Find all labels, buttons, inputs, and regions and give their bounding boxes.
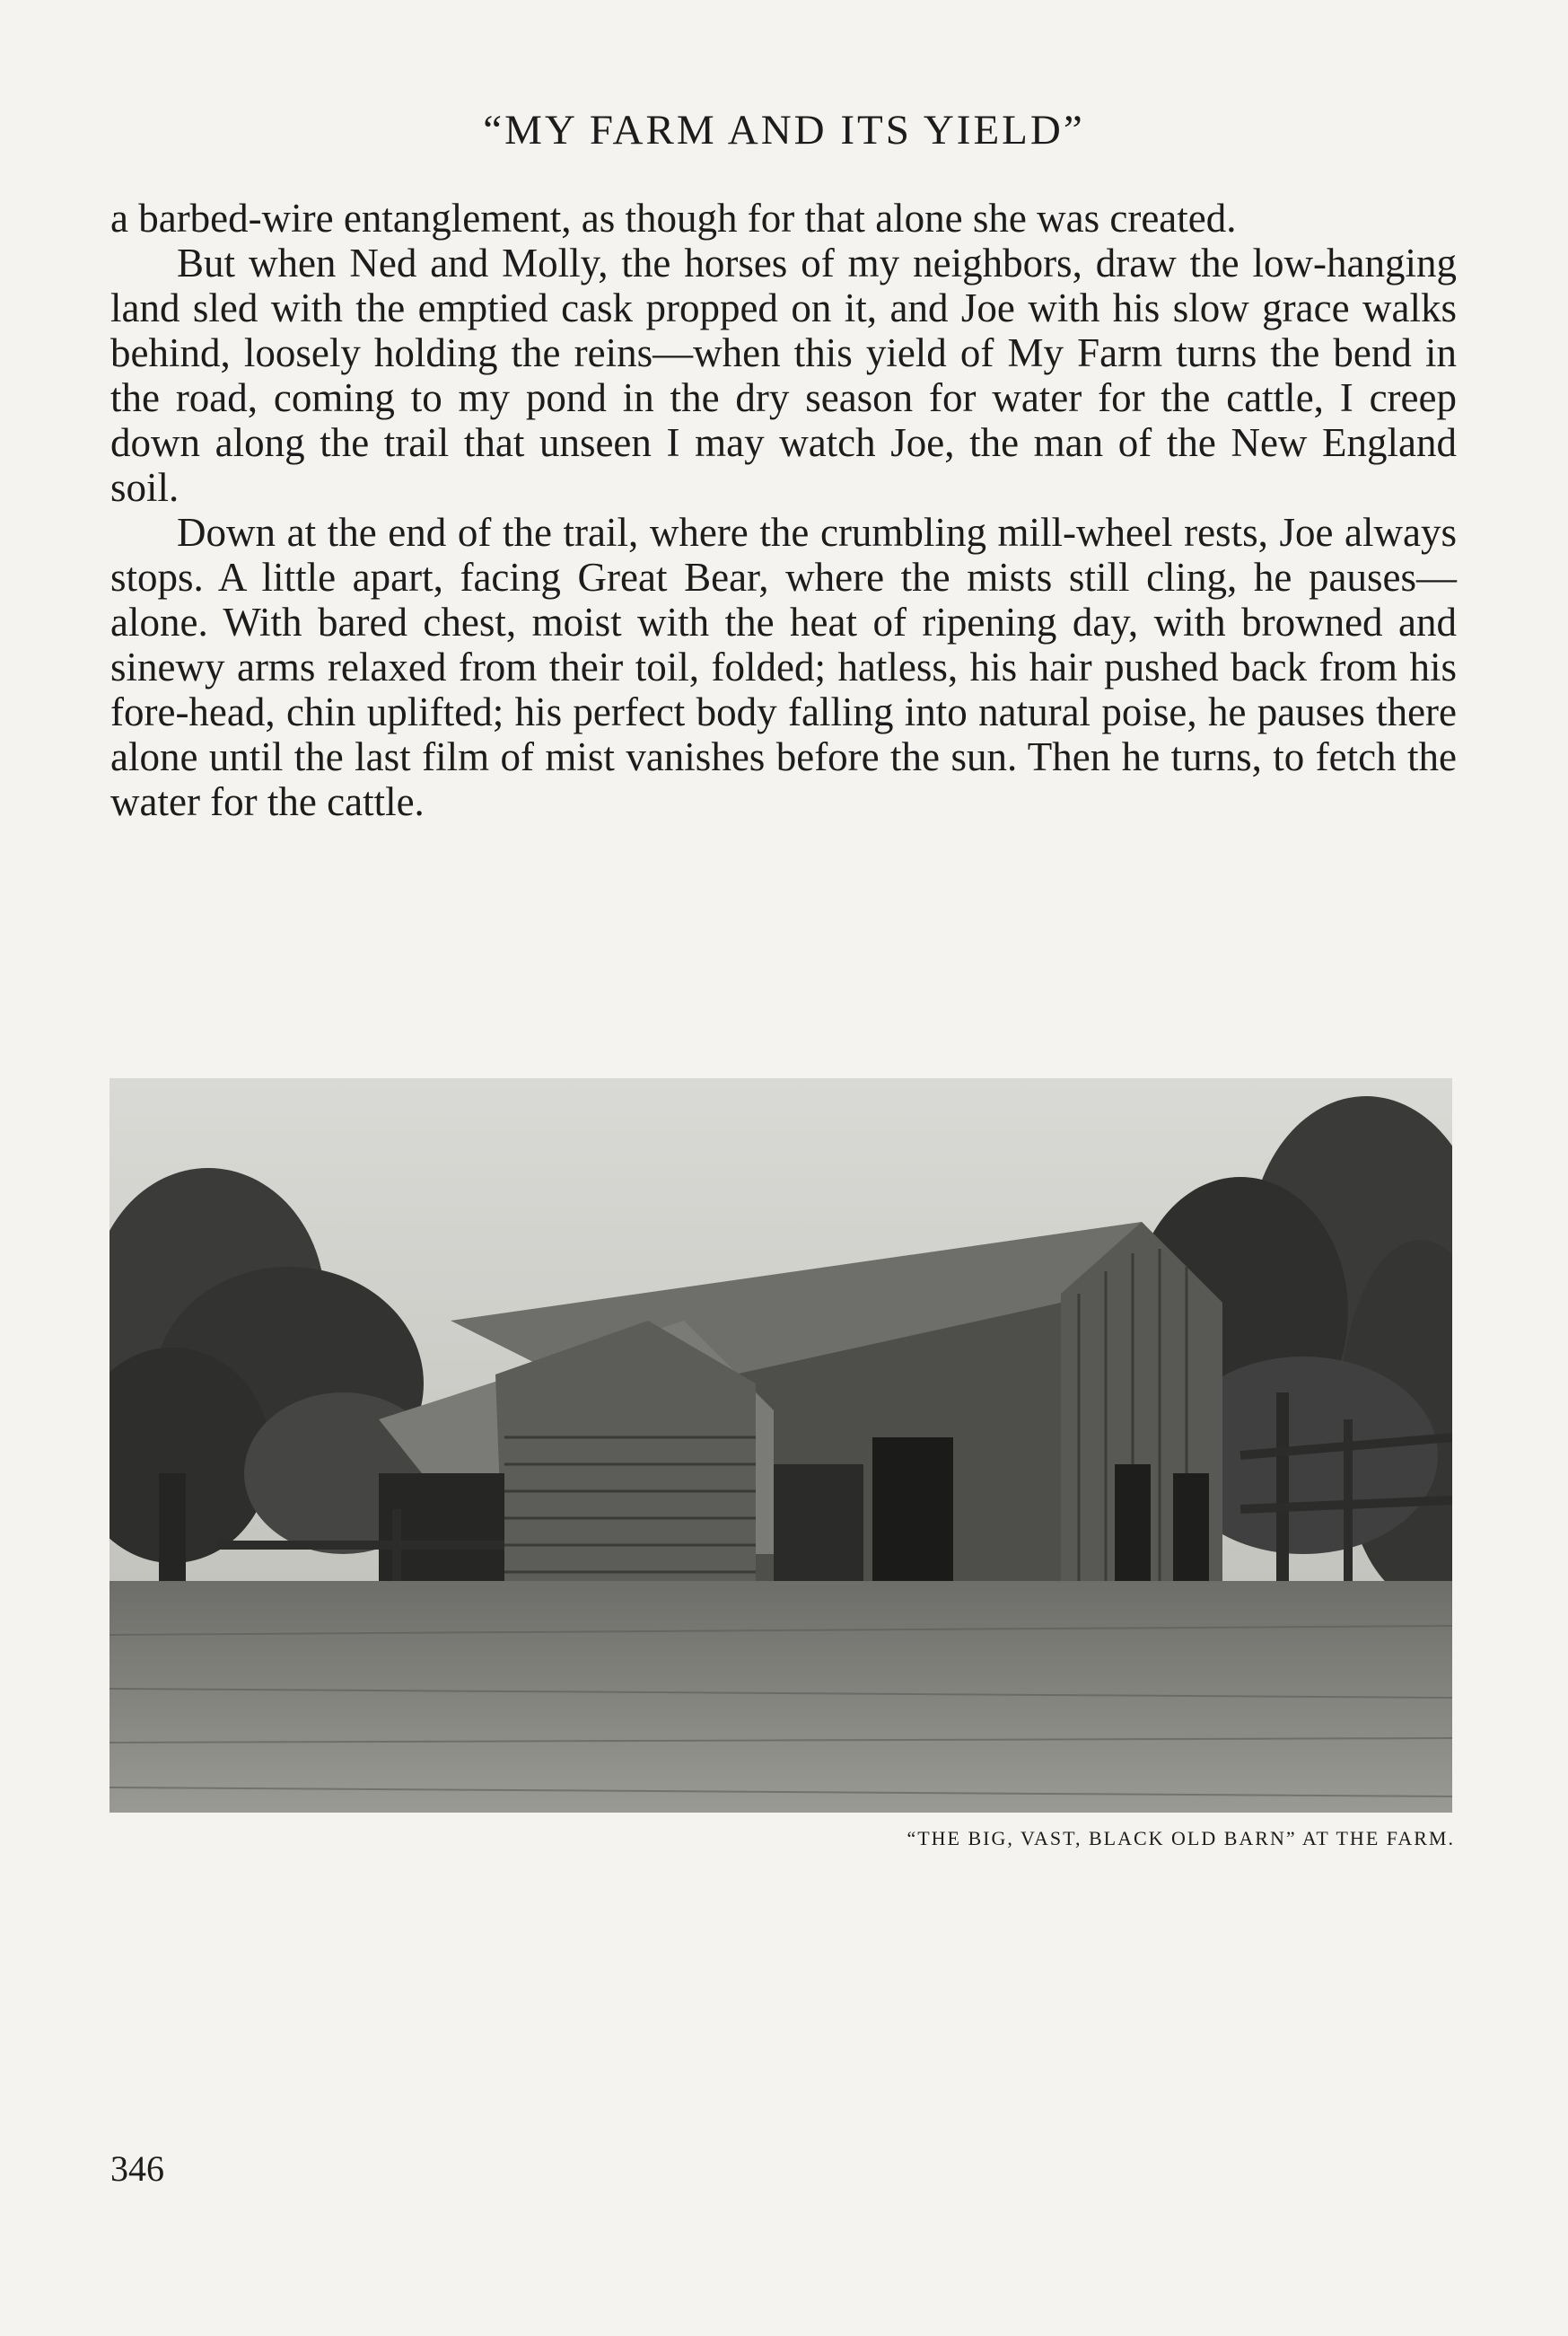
page-number: 346 xyxy=(110,2148,164,2189)
paragraph-2: But when Ned and Molly, the horses of my neighbors, draw the low-hanging land sled with the emptied cask propped on it, and Joe with his slow grace walks behind, loosely holding the reins—when this yield of My Farm turns the bend in the road, coming to my pond in the dry season for water for the cattle, I creep down along the trail that unseen I may watch Joe, the man of the New England soil. xyxy=(110,241,1457,510)
barn-photograph xyxy=(109,1078,1452,1813)
paragraph-3: Down at the end of the trail, where the crumbling mill-wheel rests, Joe always stops. A little apart, facing Great Bear, where the mists still cling, he pauses—alone. With bared chest, moist with the heat of ripening day, with browned and sinewy arms relaxed from their toil, folded; hatless, his hair pushed back from his fore-head, chin uplifted; his perfect body falling into natural poise, he pauses there alone until the last film of mist vanishes before the sun. Then he turns, to fetch the water for the cattle. xyxy=(110,510,1457,824)
body-text xyxy=(110,196,1457,824)
paragraph-1: a barbed-wire entanglement, as though for that alone she was created. xyxy=(110,196,1237,241)
running-head: “MY FARM AND ITS YIELD” xyxy=(483,107,1085,154)
barn-illustration xyxy=(109,1078,1452,1813)
figure-caption: “THE BIG, VAST, BLACK OLD BARN” AT THE FARM. xyxy=(907,1827,1455,1849)
